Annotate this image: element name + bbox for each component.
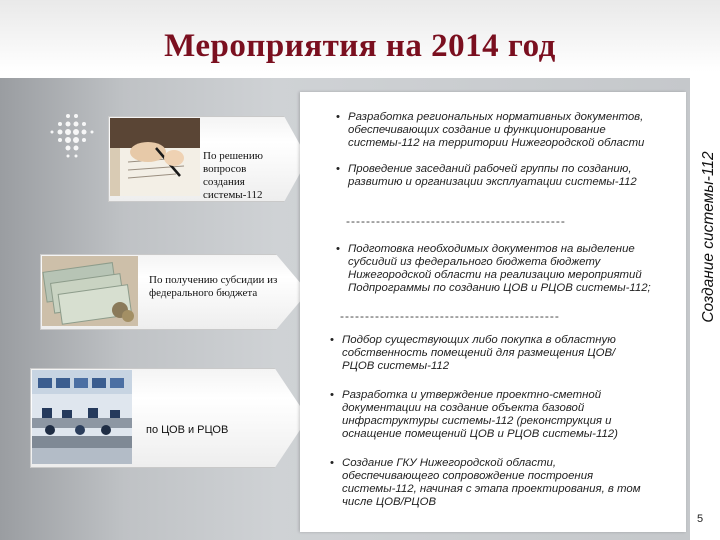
dot-pattern-decoration <box>46 108 106 168</box>
card-label-federal-subsidy: По получению субсидии из федерального бюджета <box>149 274 278 299</box>
card-label-tsov-rtsov: по ЦОВ и РЦОВ <box>146 424 229 436</box>
handwriting-photo <box>110 118 200 196</box>
side-title <box>696 92 720 382</box>
bullet-group-facilities <box>330 334 646 509</box>
side-title-text: Создание системы-112 <box>700 151 717 323</box>
bullet-group-subsidy <box>336 243 676 295</box>
bullet-item: • Разработка и утверждение проектно-сметной документации на создание объекта базовой инфраструктуры системы-112 (реконструкция и оснащение помещений ЦОВ и РЦОВ системы-112) <box>330 389 646 441</box>
bullet-item: • Создание ГКУ Нижегородской области, обеспечивающего сопровождение построения системы-112, начиная с этапа проектирования, в том числе ЦОВ/РЦОВ <box>330 457 646 509</box>
card-label-system-112-decisions: По решению вопросов создания системы-112 <box>203 150 263 201</box>
money-photo <box>42 256 138 326</box>
bullet-item: • Подготовка необходимых документов на выделение субсидий из федерального бюджета бюджету Нижегородской области на реализацию мероприятий Подпрограммы по созданию ЦОВ и РЦОВ системы-112; <box>336 243 676 295</box>
bullet-item: • Проведение заседаний рабочей группы по созданию, развитию и организации эксплуатации системы-112 <box>336 163 662 189</box>
bullet-group-regulations <box>336 111 662 189</box>
page-number: 5 <box>697 513 704 525</box>
separator-line: -------------------------------------------- <box>340 309 560 323</box>
slide-title: Мероприятия на 2014 год <box>164 28 556 64</box>
separator-line: -------------------------------------------- <box>346 214 566 228</box>
bullet-item: • Подбор существующих либо покупка в областную собственность помещений для размещения ЦОВ/РЦОВ системы-112 <box>330 334 646 373</box>
call-center-photo <box>32 370 132 464</box>
bullet-item: • Разработка региональных нормативных документов, обеспечивающих создание и функционирование системы-112 на территории Нижегородской области <box>336 111 662 150</box>
